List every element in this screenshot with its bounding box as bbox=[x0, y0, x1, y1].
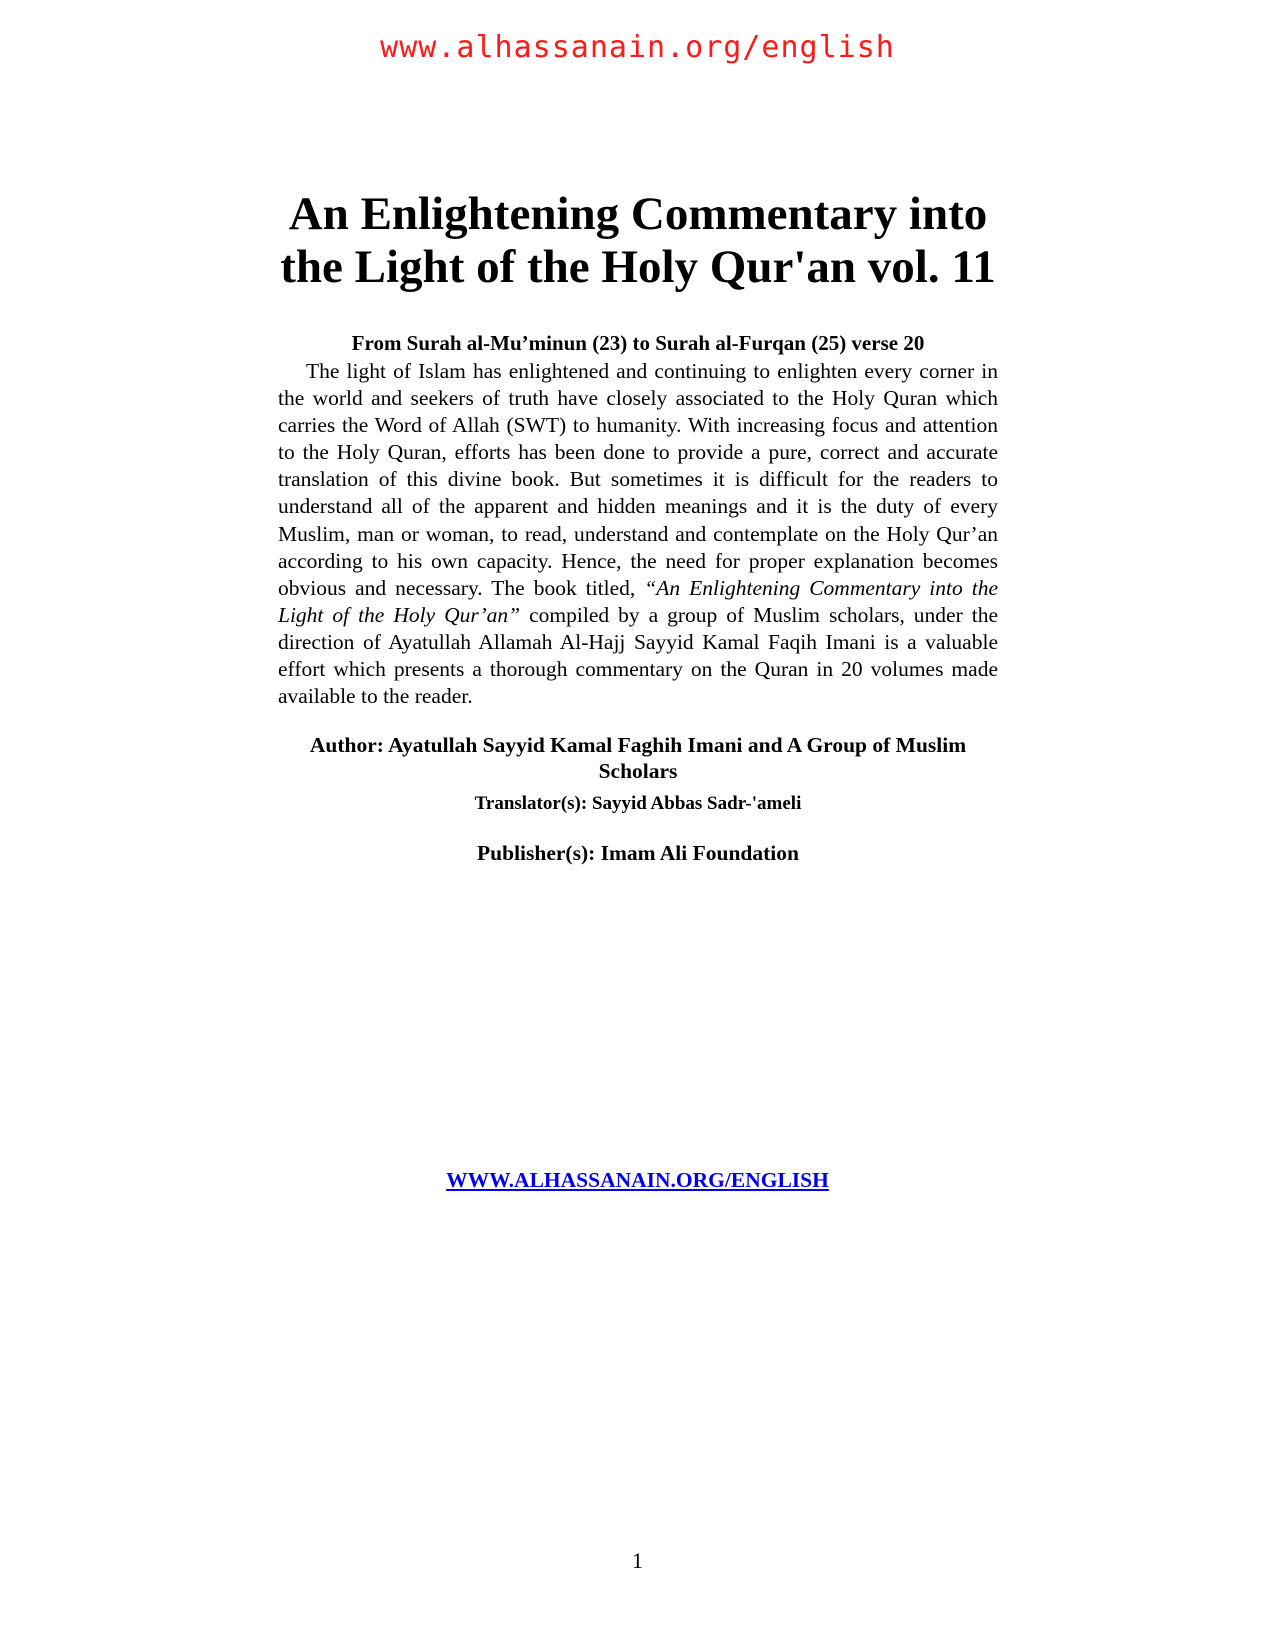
description-book-title: “An Enlightening Commentary into the Light of the Holy Qur’an” bbox=[278, 575, 998, 627]
header-url: www.alhassanain.org/english bbox=[380, 30, 895, 65]
book-title bbox=[278, 188, 998, 294]
title-line-2: the Light of the Holy Qur'an vol. 11 bbox=[280, 241, 996, 293]
author-line: Author: Ayatullah Sayyid Kamal Faghih Imani and A Group of Muslim Scholars bbox=[309, 733, 967, 784]
book-subtitle: From Surah al-Mu’minun (23) to Surah al-Furqan (25) verse 20 bbox=[351, 331, 925, 355]
website-link[interactable]: WWW.ALHASSANAIN.ORG/ENGLISH bbox=[446, 1168, 829, 1192]
description-text-1: The light of Islam has enlightened and continuing to enlighten every corner in the world and seekers of truth have closely associated to the Holy Quran which carries the Word of Allah (SWT) to humanity. With increasing focus and attention to the Holy Quran, efforts has been done to provide a pure, correct and accurate translation of this divine book. But sometimes it is difficult for the readers to understand all of the apparent and hidden meanings and it is the duty of every Muslim, man or woman, to read, understand and contemplate on the Holy Qur’an according to his own capacity. Hence, the need for proper explanation becomes obvious and necessary. The book titled, bbox=[278, 359, 998, 600]
book-description bbox=[278, 358, 998, 710]
description-text-2: compiled by a group of Muslim scholars, under the direction of Ayatullah Allamah Al-Hajj Sayyid Kamal Faqih Imani is a valuable effort which presents a thorough commentary on the Quran in 20 volumes made available to the reader. bbox=[278, 602, 998, 709]
title-line-1: An Enlightening Commentary into bbox=[288, 188, 988, 240]
publisher-line: Publisher(s): Imam Ali Foundation bbox=[477, 841, 799, 866]
translator-line: Translator(s): Sayyid Abbas Sadr-'ameli bbox=[474, 793, 802, 815]
page-number: 1 bbox=[632, 1548, 643, 1573]
document-body bbox=[278, 188, 998, 866]
